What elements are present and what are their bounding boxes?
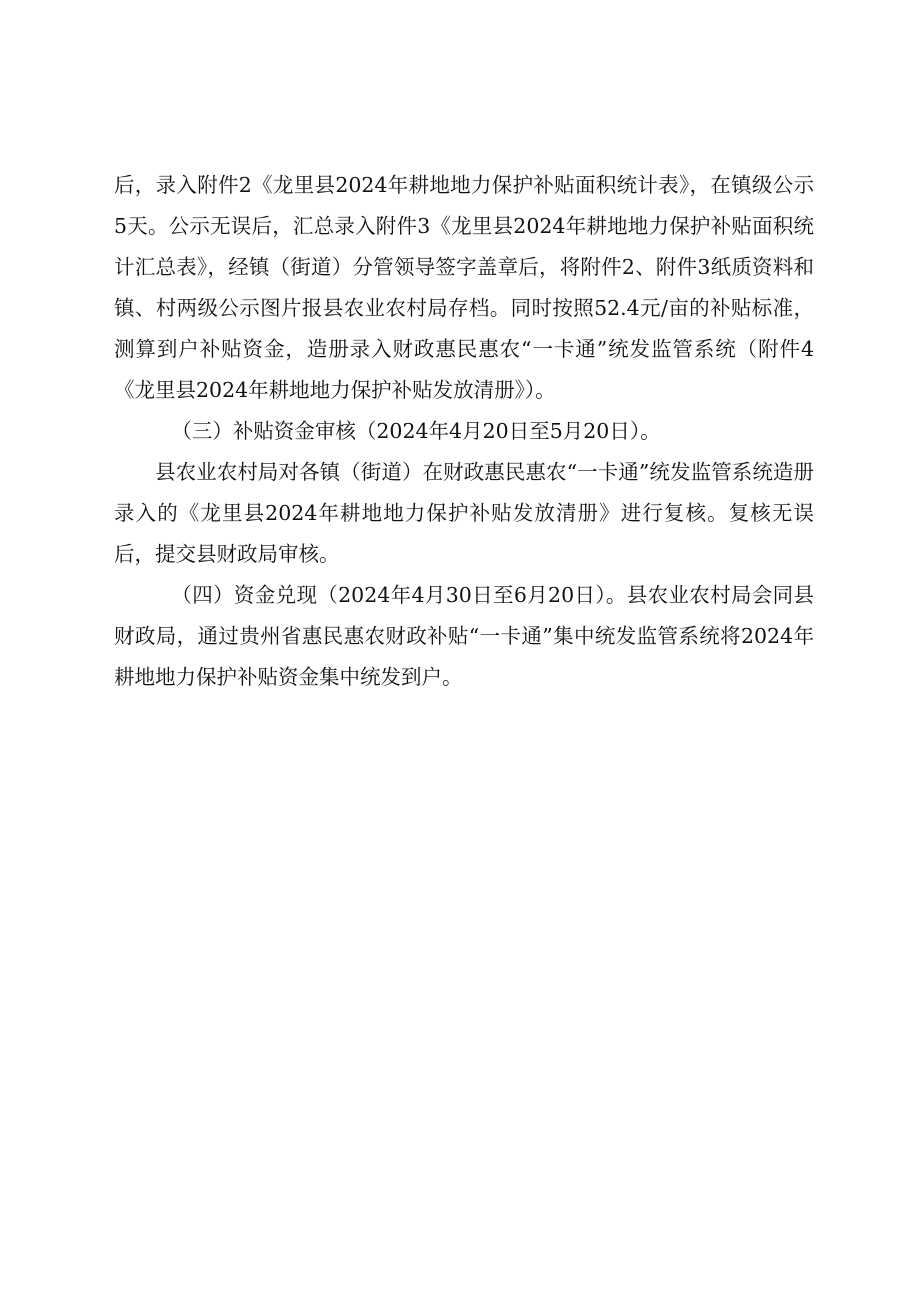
paragraph-review: 县农业农村局对各镇（街道）在财政惠民惠农“一卡通”统发监管系统造册录入的《龙里县2024年耕地地力保护补贴发放清册》进行复核。复核无误后，提交县财政局审核。 [114,460,814,566]
document-body [114,165,814,698]
section-heading-three: （三）补贴资金审核（2024年4月20日至5月20日）。 [171,419,661,443]
section-heading-four: （四）资金兑现（2024年4月30日至6月20日）。县农业农村局会同县财政局，通过贵州省惠民惠农财政补贴“一卡通”集中统发监管系统将2024年耕地地力保护补贴资金集中统发到户。 [114,583,814,689]
paragraph-continuation: 后，录入附件2《龙里县2024年耕地地力保护补贴面积统计表》，在镇级公示5天。公示无误后，汇总录入附件3《龙里县2024年耕地地力保护补贴面积统计汇总表》，经镇（街道）分管领导签字盖章后，将附件2、附件3纸质资料和镇、村两级公示图片报县农业农村局存档。同时按照52.4元/亩的补贴标准，测算到户补贴资金，造册录入财政惠民惠农“一卡通”统发监管系统（附件4《龙里县2024年耕地地力保护补贴发放清册》）。 [114,173,814,402]
